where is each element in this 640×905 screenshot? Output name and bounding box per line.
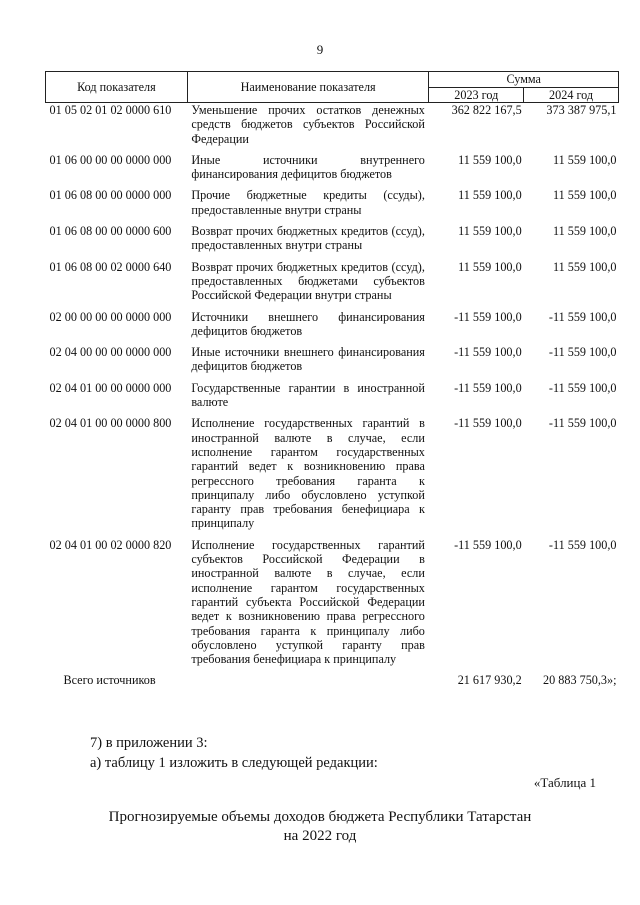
heading-line-2: на 2022 год <box>283 828 357 844</box>
header-code: Код показателя <box>46 72 188 103</box>
total-value-2023: 21 617 930,2 <box>457 673 522 688</box>
row-code: 02 04 01 00 00 0000 000 <box>49 380 172 395</box>
row-value-2023: 11 559 100,0 <box>458 152 522 167</box>
row-value-2024: 11 559 100,0 <box>552 224 617 239</box>
paragraph-item-a: а) таблицу 1 изложить в следующей редакции: <box>90 755 378 771</box>
row-value-2024: 373 387 975,1 <box>546 103 617 117</box>
header-name: Наименование показателя <box>187 72 429 103</box>
table-row <box>46 345 619 381</box>
row-value-2023: 362 822 167,5 <box>451 103 522 117</box>
row-value-2023: -11 559 100,0 <box>454 309 522 324</box>
table-reference: «Таблица 1 <box>533 775 596 790</box>
row-code: 02 04 01 00 00 0000 800 <box>49 416 172 431</box>
row-value-2024: 11 559 100,0 <box>552 259 617 274</box>
row-name: Иные источники внешнего финансирования дефицитов бюджетов <box>191 345 425 374</box>
row-value-2024: -11 559 100,0 <box>548 537 617 552</box>
row-code: 01 06 08 00 00 0000 600 <box>49 224 172 239</box>
row-value-2024: -11 559 100,0 <box>548 416 617 431</box>
row-code: 01 06 08 00 00 0000 000 <box>49 188 172 203</box>
row-value-2023: 11 559 100,0 <box>458 224 522 239</box>
table-body <box>46 103 619 695</box>
row-code: 01 06 08 00 02 0000 640 <box>49 259 172 274</box>
row-name: Прочие бюджетные кредиты (ссуды), предоставленные внутри страны <box>191 188 425 217</box>
row-name: Исполнение государственных гарантий в иностранной валюте в случае, если исполнение гарантом государственных гарантий ведет к возникновению права регрессного требования гаранта к принципалу либо обусловлено уступкой гаранту прав требования бенефициара к принципалу <box>191 416 425 531</box>
row-value-2023: 11 559 100,0 <box>458 188 522 203</box>
row-value-2024: 11 559 100,0 <box>552 152 617 167</box>
row-value-2024: -11 559 100,0 <box>548 309 617 324</box>
row-name: Возврат прочих бюджетных кредитов (ссуд), предоставленных бюджетами субъектов Российской Федерации внутри страны <box>191 259 425 303</box>
row-name: Источники внешнего финансирования дефицитов бюджетов <box>191 309 425 338</box>
row-code: 02 04 01 00 02 0000 820 <box>49 537 172 552</box>
total-row <box>46 673 619 694</box>
total-value-2024: 20 883 750,3»; <box>543 673 617 688</box>
row-name: Возврат прочих бюджетных кредитов (ссуд), предоставленных внутри страны <box>191 224 425 253</box>
header-sum: Сумма <box>429 72 619 88</box>
row-value-2023: 11 559 100,0 <box>458 259 522 274</box>
sources-table <box>45 71 619 695</box>
row-code: 01 05 02 01 02 0000 610 <box>49 103 172 117</box>
row-name: Государственные гарантии в иностранной валюте <box>191 380 425 410</box>
section-heading <box>0 808 640 846</box>
table-row <box>46 103 619 153</box>
table-row <box>46 416 619 537</box>
table-row <box>46 260 619 310</box>
row-name: Исполнение государственных гарантий субъектов Российской Федерации в иностранной валюте в случае, если исполнение гарантом государственных гарантий субъекта Российской Федерации ведет к возникновению права регрессного требования гаранта к принципалу либо обусловлено уступкой гаранту прав требования бенефициара к принципалу <box>191 537 425 667</box>
total-label: Всего источников <box>63 673 156 688</box>
row-name: Иные источники внутреннего финансирования дефицитов бюджетов <box>191 152 425 182</box>
header-2023: 2023 год <box>429 87 524 103</box>
row-code: 01 06 00 00 00 0000 000 <box>49 152 172 167</box>
table-row <box>46 153 619 189</box>
paragraph-item-7: 7) в приложении 3: <box>90 735 208 751</box>
row-value-2024: -11 559 100,0 <box>548 380 617 395</box>
table-row <box>46 188 619 224</box>
page-number: 9 <box>316 42 324 57</box>
row-code: 02 04 00 00 00 0000 000 <box>49 345 172 360</box>
heading-line-1: Прогнозируемые объемы доходов бюджета Республики Татарстан <box>108 809 532 825</box>
table-row <box>46 224 619 260</box>
row-value-2024: 11 559 100,0 <box>552 188 617 203</box>
row-value-2023: -11 559 100,0 <box>454 416 522 431</box>
row-value-2024: -11 559 100,0 <box>548 345 617 360</box>
row-name: Уменьшение прочих остатков денежных средств бюджетов субъектов Российской Федерации <box>191 103 425 146</box>
row-value-2023: -11 559 100,0 <box>454 380 522 395</box>
header-2024: 2024 год <box>524 87 619 103</box>
row-value-2023: -11 559 100,0 <box>454 537 522 552</box>
table-row <box>46 538 619 674</box>
table-row <box>46 381 619 417</box>
row-code: 02 00 00 00 00 0000 000 <box>49 309 172 324</box>
table-row <box>46 310 619 346</box>
row-value-2023: -11 559 100,0 <box>454 345 522 360</box>
